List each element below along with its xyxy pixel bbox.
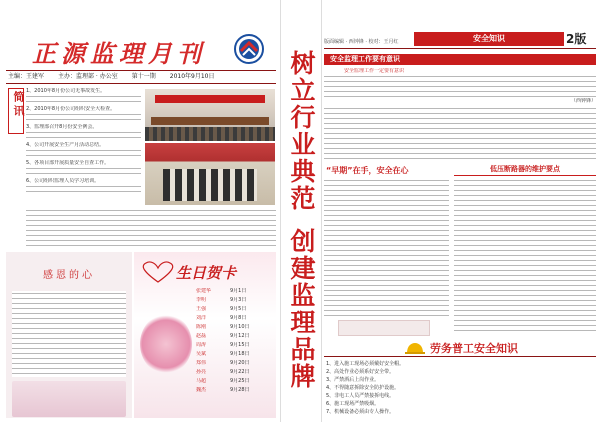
article1-body xyxy=(324,106,596,160)
article2-body xyxy=(324,178,449,318)
organizer-label: 主办：监理部 · 办公室 xyxy=(58,73,118,80)
news-body xyxy=(26,148,141,160)
birthday-date: 9月25日 xyxy=(230,378,250,384)
article2-title: “早期”在手，安全在心 xyxy=(326,166,409,175)
birthday-row xyxy=(196,333,272,342)
birthday-name: 马超 xyxy=(196,378,207,384)
thanks-flowers xyxy=(12,381,126,417)
birthday-date: 9月8日 xyxy=(230,315,247,321)
birthday-date: 9月22日 xyxy=(230,369,250,375)
birthday-name: 郑伟 xyxy=(196,360,207,366)
thanks-body xyxy=(12,291,126,377)
safety-item: 6、施工现场严禁吸烟。 xyxy=(326,401,380,407)
safety-item: 1、进入施工现场必须戴好安全帽。 xyxy=(326,361,405,367)
news-list xyxy=(26,88,141,206)
birthday-date: 9月3日 xyxy=(230,297,247,303)
news-item: 3、监理部召开8月份安全例会。 xyxy=(26,124,98,130)
issue-label: 第十一期 xyxy=(131,73,156,80)
safety-item: 2、高处作业必须系好安全带。 xyxy=(326,369,395,375)
article1-title-bar xyxy=(324,54,596,65)
birthday-row xyxy=(196,387,272,396)
birthday-date: 9月15日 xyxy=(230,342,250,348)
header-rule xyxy=(324,48,596,49)
birthday-row xyxy=(196,351,272,360)
photo-table xyxy=(151,117,269,125)
birthday-row xyxy=(196,360,272,369)
safety-item: 5、非电工人员严禁接拆电线。 xyxy=(326,393,395,399)
news-body xyxy=(26,94,141,106)
birthday-date: 9月28日 xyxy=(230,387,250,393)
card-title: 生日贺卡 xyxy=(176,264,237,282)
news-body xyxy=(26,166,141,178)
birthday-name: 王强 xyxy=(196,306,207,312)
company-logo xyxy=(234,34,264,64)
birthday-row xyxy=(196,288,272,297)
birthday-date: 9月10日 xyxy=(230,324,250,330)
article3-body xyxy=(454,178,596,334)
helmet-icon xyxy=(404,340,426,354)
page-header-text: 版面编辑 · 西钟锋 · 校对：王月红 xyxy=(324,39,399,45)
section-tab xyxy=(414,32,564,46)
photo-crowd xyxy=(145,127,275,141)
birthday-name: 孙亮 xyxy=(196,369,207,375)
banner-slogan-right: 创建监理品牌 xyxy=(287,228,316,390)
center-banner xyxy=(280,0,322,422)
card-flower xyxy=(140,314,192,374)
birthday-name: 李明 xyxy=(196,297,207,303)
birthday-name: 吴斌 xyxy=(196,351,207,357)
birthday-name: 魏杰 xyxy=(196,387,207,393)
photo-banner xyxy=(155,95,265,103)
birthday-name: 周涛 xyxy=(196,342,207,348)
date-label: 2010年9月10日 xyxy=(169,73,215,80)
birthday-row xyxy=(196,306,272,315)
article1-quote xyxy=(324,68,596,104)
article2-figure xyxy=(338,320,430,336)
news-body-wide xyxy=(26,208,276,248)
birthday-name: 赵磊 xyxy=(196,333,207,339)
birthday-row xyxy=(196,378,272,387)
birthday-date: 9月12日 xyxy=(230,333,250,339)
birthday-card xyxy=(134,252,276,418)
left-page xyxy=(0,0,280,422)
safety-item: 7、机械设备必须由专人操作。 xyxy=(326,409,395,415)
masthead-title: 正源监理月刊 xyxy=(32,39,206,68)
news-item: 4、公司开展安全生产月活动总结。 xyxy=(26,142,105,148)
editor-label: 主编：王建军 xyxy=(8,73,45,80)
heart-ornament xyxy=(138,260,178,284)
birthday-row xyxy=(196,315,272,324)
banner-slogan-left: 树立行业典范 xyxy=(287,50,316,212)
masthead-rule-bottom xyxy=(6,83,276,84)
birthday-name: 陈刚 xyxy=(196,324,207,330)
news-body xyxy=(26,184,141,194)
news-body xyxy=(26,130,141,142)
thanks-article xyxy=(6,252,132,418)
birthday-row xyxy=(196,342,272,351)
birthday-row xyxy=(196,297,272,306)
article4-title: 劳务普工安全知识 xyxy=(430,342,518,355)
birthday-row xyxy=(196,324,272,333)
birthday-name: 张建华 xyxy=(196,288,212,294)
news-photo-group xyxy=(145,143,275,205)
right-page xyxy=(320,0,600,422)
birthday-date: 9月1日 xyxy=(230,288,247,294)
article3-title-bar xyxy=(454,164,596,176)
quote-body xyxy=(324,74,596,98)
safety-item: 4、不得随意拆除安全防护设施。 xyxy=(326,385,400,391)
birthday-date: 9月5日 xyxy=(230,306,247,312)
masthead-rule-top xyxy=(6,70,276,71)
quote-author: （西钟锋） xyxy=(570,98,596,104)
thanks-heading: 感恩的心 xyxy=(43,270,95,281)
birthday-name: 刘洋 xyxy=(196,315,207,321)
masthead-info xyxy=(8,72,276,82)
section-tag xyxy=(8,88,24,134)
birthday-row xyxy=(196,369,272,378)
news-item: 2、2010年8月份公司组织安全大检查。 xyxy=(26,106,116,112)
news-body xyxy=(26,112,141,124)
news-item: 6、公司组织监理人员学习培训。 xyxy=(26,178,100,184)
quote-title: 安全监理工作一定要有意识 xyxy=(344,68,405,74)
birthday-date: 9月20日 xyxy=(230,360,250,366)
safety-list xyxy=(326,360,596,420)
news-photo-meeting xyxy=(145,89,275,141)
safety-item: 3、严禁酒后上岗作业。 xyxy=(326,377,380,383)
birthday-date: 9月18日 xyxy=(230,351,250,357)
news-item: 5、各项目部开展质量安全自查工作。 xyxy=(26,160,110,166)
photo-people xyxy=(163,169,257,201)
article1-title: 安全监理工作要有意识 xyxy=(330,55,400,63)
page-number: 2版 xyxy=(566,32,587,46)
article3-title: 低压断路器的维护要点 xyxy=(490,165,560,173)
news-item: 1、2010年8月份公司无事故发生。 xyxy=(26,88,106,94)
section-tag-label: 简讯 xyxy=(12,91,25,119)
article4-rule xyxy=(324,356,596,357)
birthday-list xyxy=(196,288,272,396)
section-tab-label: 安全知识 xyxy=(473,34,505,43)
